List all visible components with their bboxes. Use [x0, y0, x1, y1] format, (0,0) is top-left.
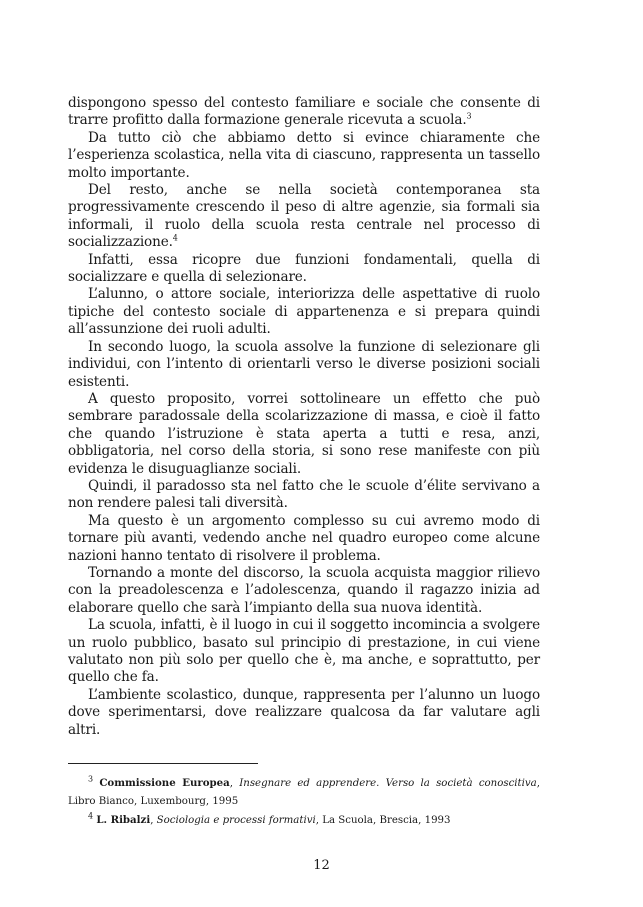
footnote-ref-4[interactable]: 4 [172, 233, 178, 243]
paragraph-6: In secondo luogo, la scuola assolve la funzione di selezionare gli individui, con l’intento di orientarli verso le diverse posizioni sociali esistenti. [68, 338, 540, 390]
paragraph-12: L’ambiente scolastico, dunque, rappresenta per l’alunno un luogo dove sperimentarsi, dove realizzare qualcosa da far valutare agli altri. [68, 686, 540, 738]
footnote-separator [68, 763, 258, 764]
footnote-3: $^3$ Commissione Europea, Insegnare ed apprendere. Verso la società conoscitiva, Libro Bianco, Luxembourg, 1995 [68, 774, 540, 807]
paragraph-8: Quindi, il paradosso sta nel fatto che le scuole d’élite servivano a non rendere palesi tali diversità. [68, 477, 540, 512]
paragraph-2: Da tutto ciò che abbiamo detto si evince chiaramente che l’esperienza scolastica, nella vita di ciascuno, rappresenta un tassello molto importante. [68, 129, 540, 181]
paragraph-1: dispongono spesso del contesto familiare e sociale che consente di trarre profitto dalla formazione generale ricevuta a scuola.$^3$ [68, 95, 540, 129]
paragraph-3: Del resto, anche se nella società contemporanea sta progressivamente crescendo il peso di altre agenzie, sia formali sia informali, il ruolo della scuola resta centrale nel processo di socializzazione.$^4$ [68, 182, 540, 251]
paragraph-5: L’alunno, o attore sociale, interiorizza delle aspettative di ruolo tipiche del contesto sociale di appartenenza e si prepara quindi all’assunzione dei ruoli adulti. [68, 286, 540, 338]
paragraph-11: La scuola, infatti, è il luogo in cui il soggetto incomincia a svolgere un ruolo pubblico, basato sul principio di prestazione, in cui viene valutato non più solo per quello che è, ma anche, e soprattutto, per quello che fa. [68, 617, 540, 686]
paragraph-10: Tornando a monte del discorso, la scuola acquista maggior rilievo con la preadolescenza e l’adolescenza, quando il ragazzo inizia ad elaborare quello che sarà l’impianto della sua nuova identità. [68, 564, 540, 616]
footnote-4: $^4$ L. Ribalzi, Sociologia e processi formativi, La Scuola, Brescia, 1993 [88, 811, 451, 826]
footnote-ref-3[interactable]: 3 [466, 111, 472, 121]
paragraph-9: Ma questo è un argomento complesso su cui avremo modo di tornare più avanti, vedendo anche nel quadro europeo come alcune nazioni hanno tentato di risolvere il problema. [68, 512, 540, 564]
paragraph-7: A questo proposito, vorrei sottolineare un effetto che può sembrare paradossale della scolarizzazione di massa, e cioè il fatto che quando l’istruzione è stata aperta a tutti e resa, anzi, obbligatoria, nel corso della storia, si sono rese manifeste con più evidenza le disuguaglianze sociali. [68, 390, 540, 477]
paragraph-4: Infatti, essa ricopre due funzioni fondamentali, quella di socializzare e quella di selezionare. [68, 251, 540, 286]
footnotes [68, 774, 540, 830]
body-text [68, 95, 540, 739]
page-number: 12 [313, 858, 330, 873]
